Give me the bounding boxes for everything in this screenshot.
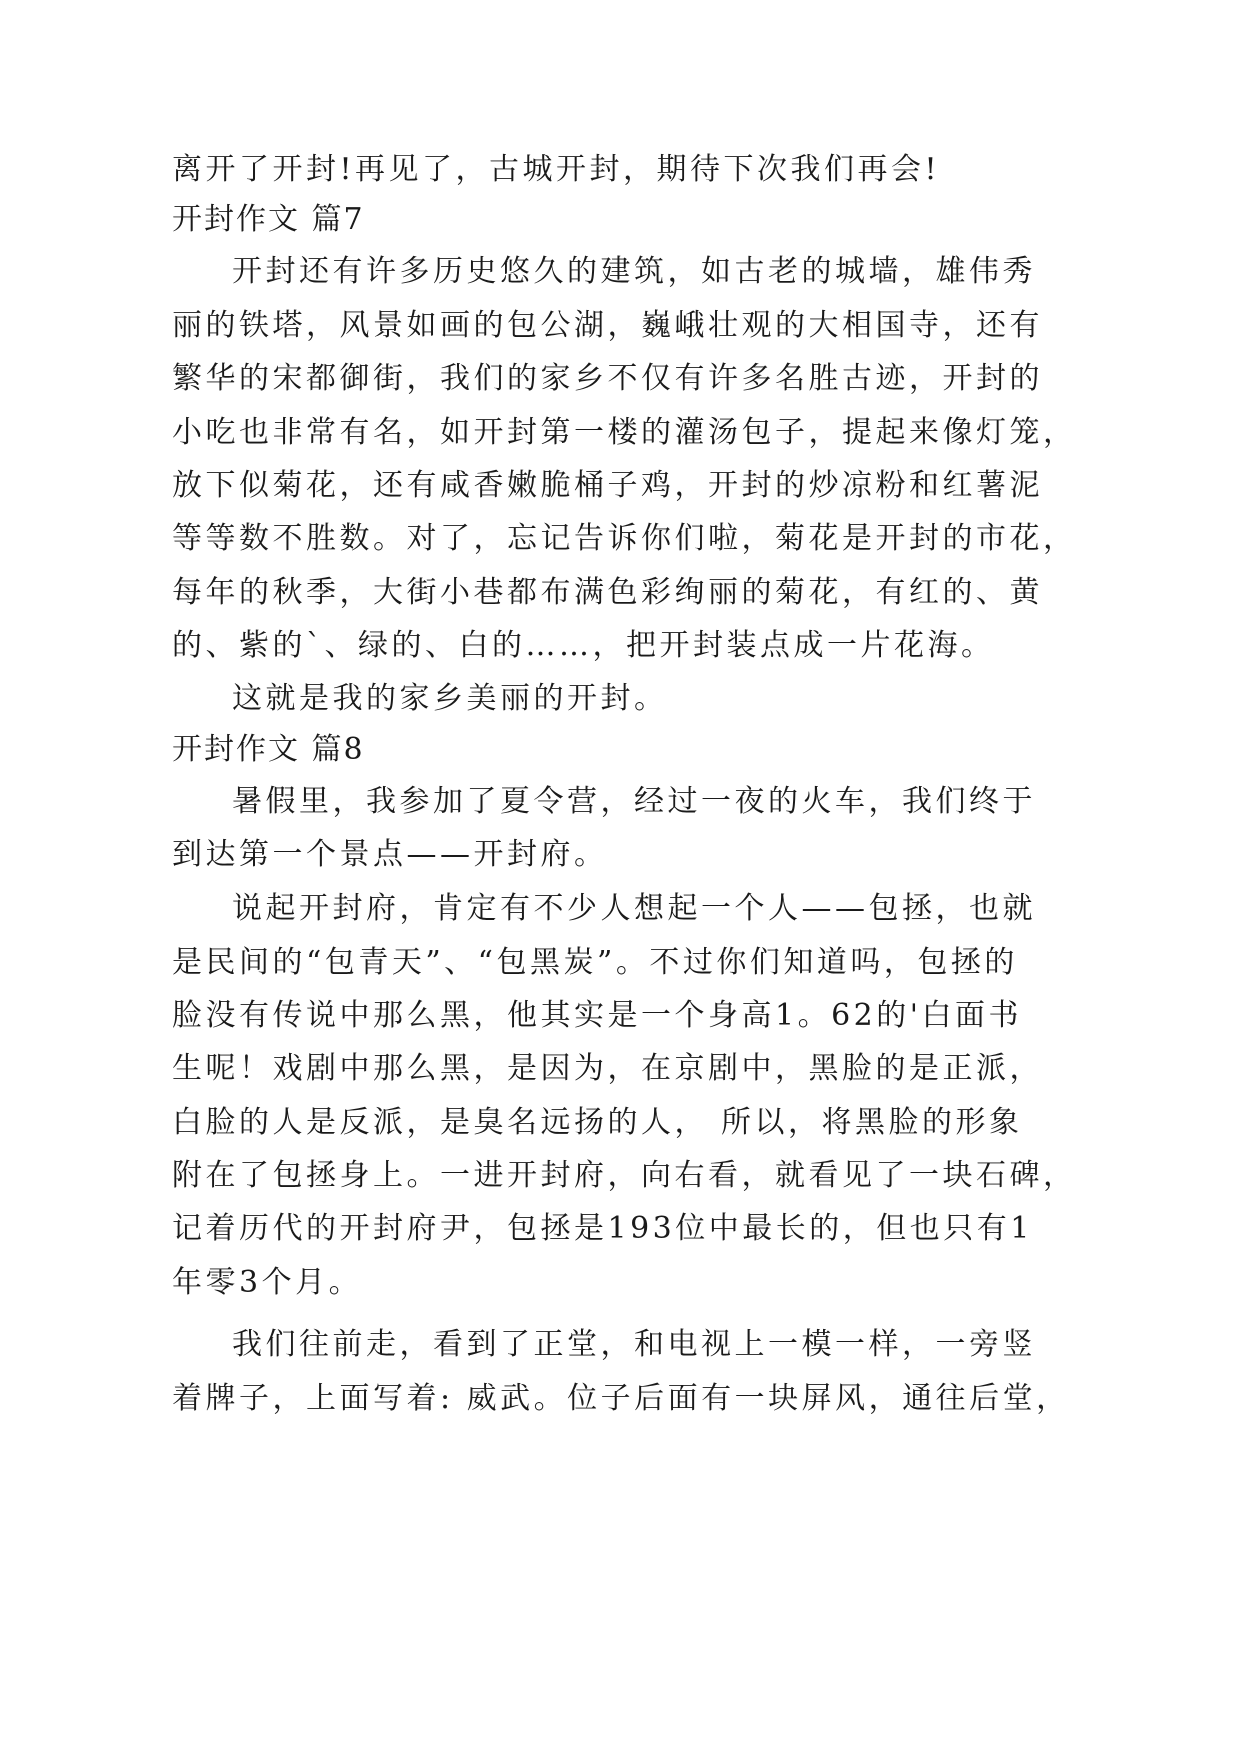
paragraph-line: 到达第一个景点——开封府。	[172, 837, 608, 872]
paragraph-line: 记着历代的开封府尹，包拯是193位中最长的，但也只有1	[172, 1211, 1033, 1246]
paragraph-line: 说起开封府，肯定有不少人想起一个人——包拯，也就	[232, 891, 1036, 926]
paragraph-line: 放下似菊花，还有咸香嫩脆桶子鸡，开封的炒凉粉和红薯泥	[172, 468, 1043, 503]
section-heading: 开封作文 篇8	[172, 732, 365, 767]
paragraph-line: 等等数不胜数。对了，忘记告诉你们啦，菊花是开封的市花，	[172, 521, 1077, 556]
paragraph-line: 是民间的“包青天”、“包黑炭”。不过你们知道吗，包拯的	[172, 945, 1018, 980]
paragraph-line: 的、紫的`、绿的、白的……，把开封装点成一片花海。	[172, 628, 995, 663]
paragraph-line: 丽的铁塔，风景如画的包公湖，巍峨壮观的大相国寺，还有	[172, 308, 1043, 343]
paragraph-line: 附在了包拯身上。一进开封府，向右看，就看见了一块石碑，	[172, 1158, 1077, 1193]
paragraph-line: 生呢！戏剧中那么黑，是因为，在京剧中，黑脸的是正派，	[172, 1051, 1043, 1086]
paragraph-line: 暑假里，我参加了夏令营，经过一夜的火车，我们终于	[232, 784, 1036, 819]
paragraph-line: 脸没有传说中那么黑，他其实是一个身高1。62的'白面书	[172, 998, 1023, 1033]
paragraph-line: 这就是我的家乡美丽的开封。	[232, 681, 668, 716]
paragraph-line: 每年的秋季，大街小巷都布满色彩绚丽的菊花，有红的、黄	[172, 575, 1043, 610]
paragraph-line: 小吃也非常有名，如开封第一楼的灌汤包子，提起来像灯笼，	[172, 415, 1077, 450]
paragraph-line: 开封还有许多历史悠久的建筑，如古老的城墙，雄伟秀	[232, 254, 1036, 289]
paragraph-line: 着牌子，上面写着: 威武。位子后面有一块屏风，通往后堂，	[172, 1381, 1070, 1416]
paragraph-line: 繁华的宋都御街，我们的家乡不仅有许多名胜古迹，开封的	[172, 361, 1043, 396]
paragraph-line: 我们往前走，看到了正堂，和电视上一模一样，一旁竖	[232, 1327, 1036, 1362]
section-heading: 开封作文 篇7	[172, 202, 365, 237]
paragraph-line: 离开了开封!再见了，古城开封，期待下次我们再会!	[172, 152, 941, 187]
paragraph-line: 白脸的人是反派，是臭名远扬的人， 所以，将黑脸的形象	[172, 1105, 1023, 1140]
paragraph-line: 年零3个月。	[172, 1265, 363, 1300]
